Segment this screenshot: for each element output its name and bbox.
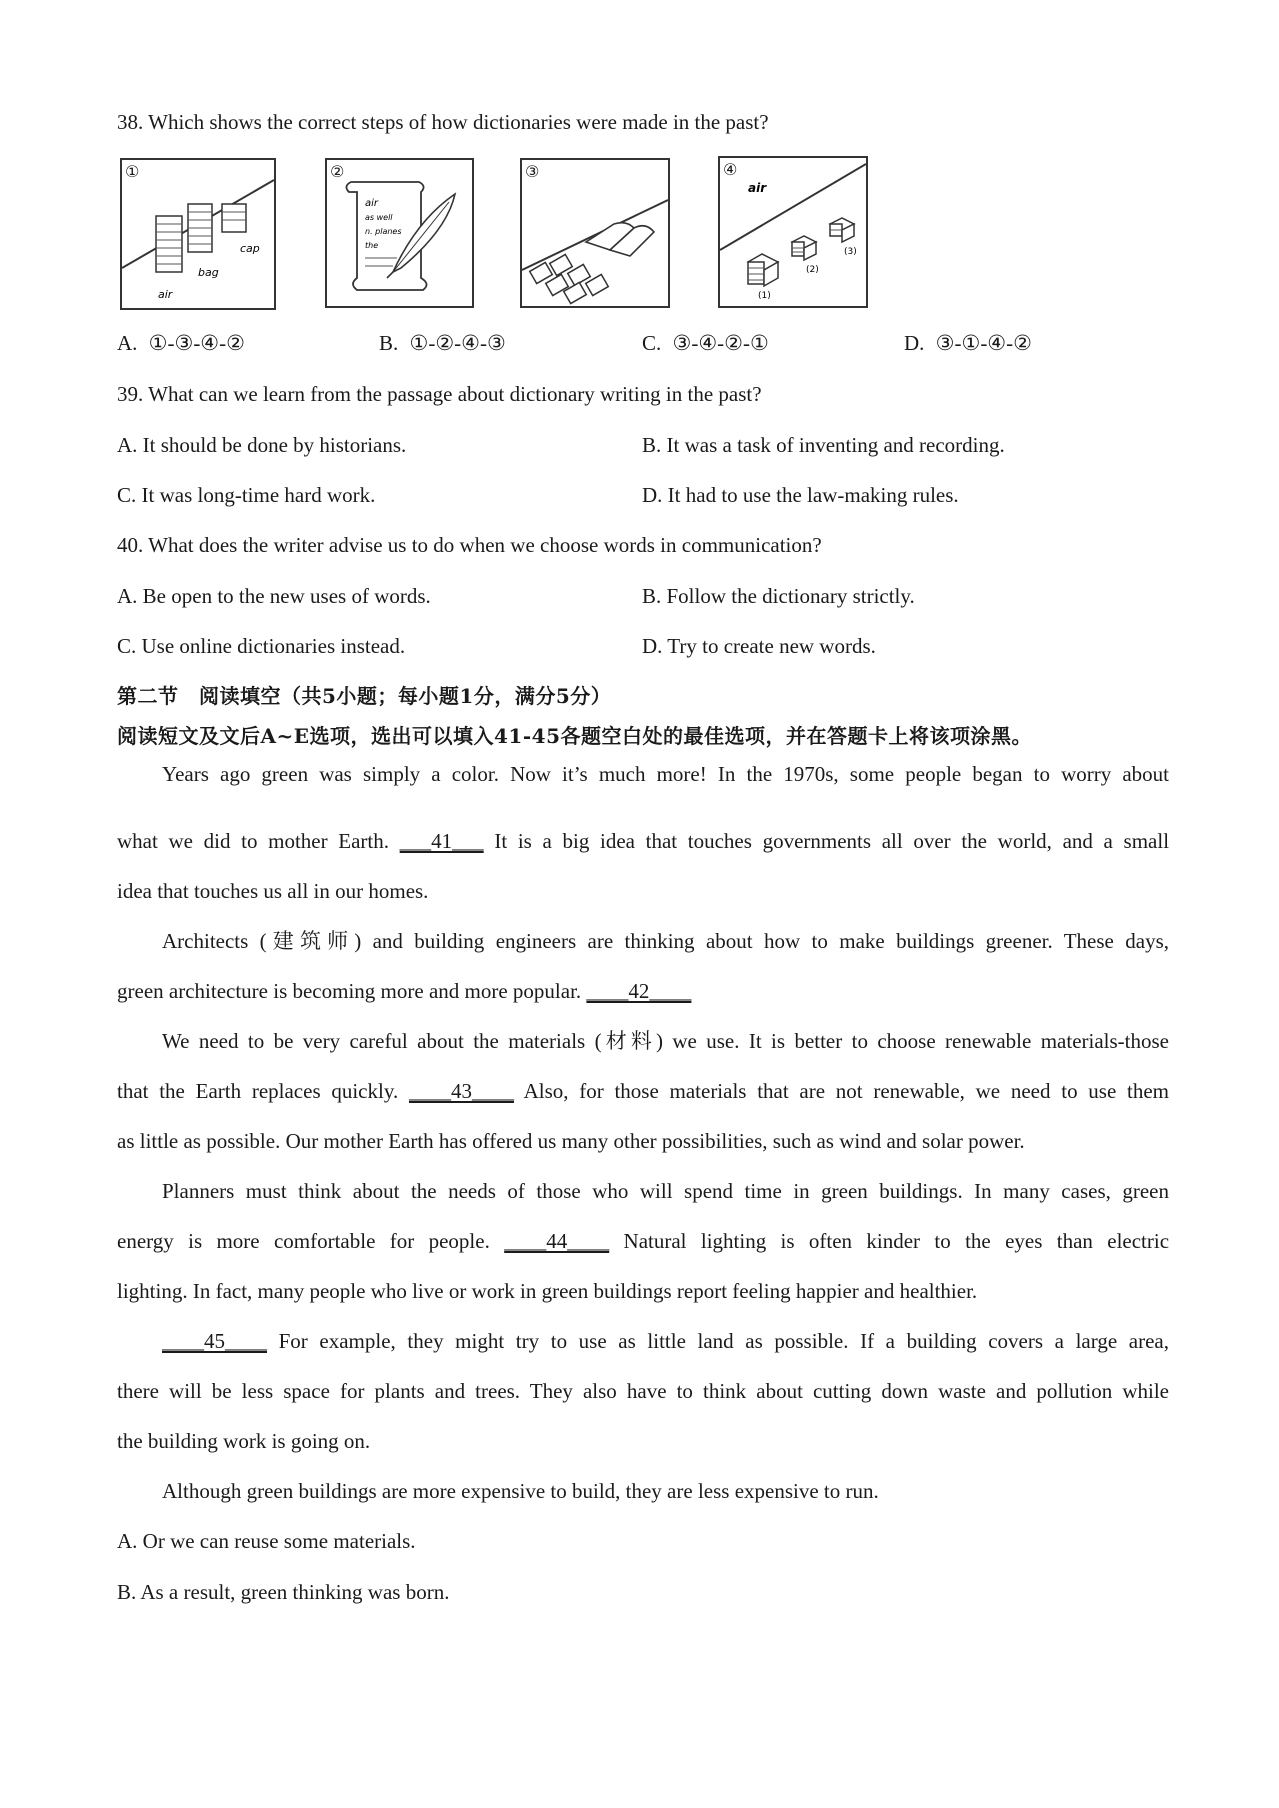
picture-1-word-air: air — [158, 288, 173, 301]
picture-2-word-as-well: as well — [365, 213, 393, 222]
picture-2-word-planes: n. planes — [365, 227, 402, 236]
blank-42[interactable]: ____42____ — [586, 979, 692, 1003]
q38-option-a[interactable] — [117, 333, 245, 354]
q39-option-b[interactable]: B. It was a task of inventing and recording. — [642, 433, 1005, 457]
passage-p6: Although green buildings are more expensive to build, they are less expensive to run. — [162, 1479, 879, 1503]
blank-43[interactable]: ____43____ — [408, 1079, 514, 1103]
q40-option-a[interactable]: A. Be open to the new uses of words. — [117, 584, 431, 608]
scroll-and-quill-icon — [327, 160, 472, 306]
sorted-stacks-icon — [720, 158, 866, 306]
q38-option-b-letter: B. — [379, 331, 399, 355]
question-40-stem: 40. What does the writer advise us to do when we choose words in communication? — [117, 533, 822, 557]
picture-1 — [120, 158, 276, 310]
passage-p4-line2 — [117, 1231, 1169, 1252]
q38-option-c[interactable] — [642, 333, 769, 354]
passage-p4-line1: Planners must think about the needs of those who will spend time in green buildings. In many cases, green — [162, 1179, 1169, 1203]
passage-p3-line2 — [117, 1081, 1169, 1102]
passage-p5-line3: the building work is going on. — [117, 1429, 371, 1453]
passage-p5-line1 — [162, 1331, 1169, 1352]
q39-option-a[interactable]: A. It should be done by historians. — [117, 433, 407, 457]
q38-option-d-text: ③-①-④-② — [935, 331, 1032, 355]
passage-p5-line2: there will be less space for plants and trees. They also have to think about cutting down waste and pollution while — [117, 1379, 1169, 1403]
q38-option-b[interactable] — [379, 333, 506, 354]
section-instruction: 阅读短文及文后A~E选项，选出可以填入41-45各题空白处的最佳选项，并在答题卡上将该项涂黑。 — [117, 724, 1032, 748]
question-39-stem: 39. What can we learn from the passage about dictionary writing in the past? — [117, 382, 762, 406]
stacks-of-slips-icon — [122, 160, 274, 308]
passage-p5-line1-end: For example, they might try to use as little land as possible. If a building covers a large area, — [278, 1329, 1170, 1353]
q39-option-d[interactable]: D. It had to use the law-making rules. — [642, 483, 959, 507]
book-and-slips-icon — [522, 160, 668, 306]
q38-option-c-letter: C. — [642, 331, 662, 355]
passage-p2-line2 — [117, 981, 691, 1002]
passage-p1-line2 — [117, 831, 1169, 852]
blank-41[interactable]: ___41___ — [399, 829, 484, 853]
passage-p4-line2-start: energy is more comfortable for people. — [117, 1229, 490, 1253]
passage-p1-line2-start: what we did to mother Earth. — [117, 829, 389, 853]
picture-1-word-bag: bag — [198, 266, 219, 279]
q40-option-c[interactable]: C. Use online dictionaries instead. — [117, 634, 406, 658]
picture-1-word-cap: cap — [240, 242, 260, 255]
picture-2-word-the: the — [365, 241, 379, 250]
picture-2-word-air: air — [365, 198, 379, 209]
passage-p3-line1: We need to be very careful about the materials (材料) we use. It is better to choose renewable materials-those — [162, 1029, 1169, 1053]
passage-p3-line3: as little as possible. Our mother Earth has offered us many other possibilities, such as wind and solar power. — [117, 1129, 1025, 1153]
q40-option-d[interactable]: D. Try to create new words. — [642, 634, 876, 658]
passage-p3-line2-start: that the Earth replaces quickly. — [117, 1079, 399, 1103]
passage-p2-line1: Architects (建筑师) and building engineers are thinking about how to make buildings greener. These days, — [162, 929, 1169, 953]
passage-p4-line3: lighting. In fact, many people who live or work in green buildings report feeling happier and healthier. — [117, 1279, 978, 1303]
q38-option-d[interactable] — [904, 333, 1032, 354]
picture-3-number: ③ — [525, 162, 540, 181]
question-38-stem: 38. Which shows the correct steps of how dictionaries were made in the past? — [117, 110, 769, 134]
passage-p1-line3: idea that touches us all in our homes. — [117, 879, 429, 903]
blank-44[interactable]: ____44____ — [504, 1229, 610, 1253]
q38-option-d-letter: D. — [904, 331, 925, 355]
q38-option-b-text: ①-②-④-③ — [409, 331, 506, 355]
picture-4 — [718, 156, 868, 308]
q38-option-a-letter: A. — [117, 331, 138, 355]
picture-4-number: ④ — [723, 160, 738, 179]
choice-a[interactable]: A. Or we can reuse some materials. — [117, 1529, 416, 1553]
picture-4-word-air: air — [748, 181, 767, 195]
picture-1-number: ① — [125, 162, 140, 181]
q39-option-c[interactable]: C. It was long-time hard work. — [117, 483, 376, 507]
section-title: 第二节 阅读填空（共5小题；每小题1分，满分5分） — [117, 684, 612, 708]
passage-p1-line1: Years ago green was simply a color. Now it’s much more! In the 1970s, some people began to worry about — [162, 762, 1169, 786]
q38-option-c-text: ③-④-②-① — [672, 331, 769, 355]
picture-4-label-2: (2) — [806, 265, 819, 275]
picture-4-label-1: (1) — [758, 291, 771, 301]
q38-option-a-text: ①-③-④-② — [148, 331, 245, 355]
choice-b[interactable]: B. As a result, green thinking was born. — [117, 1580, 450, 1604]
picture-2-number: ② — [330, 162, 345, 181]
passage-p1-line2-end: It is a big idea that touches governments all over the world, and a small — [494, 829, 1170, 853]
picture-3 — [520, 158, 670, 308]
passage-p4-line2-end: Natural lighting is often kinder to the eyes than electric — [623, 1229, 1170, 1253]
passage-p3-line2-end: Also, for those materials that are not renewable, we need to use them — [523, 1079, 1170, 1103]
passage-p2-line2-text: green architecture is becoming more and more popular. — [117, 979, 582, 1003]
picture-2 — [325, 158, 474, 308]
q40-option-b[interactable]: B. Follow the dictionary strictly. — [642, 584, 915, 608]
picture-4-label-3: (3) — [844, 247, 857, 257]
blank-45[interactable]: ____45____ — [162, 1329, 267, 1353]
